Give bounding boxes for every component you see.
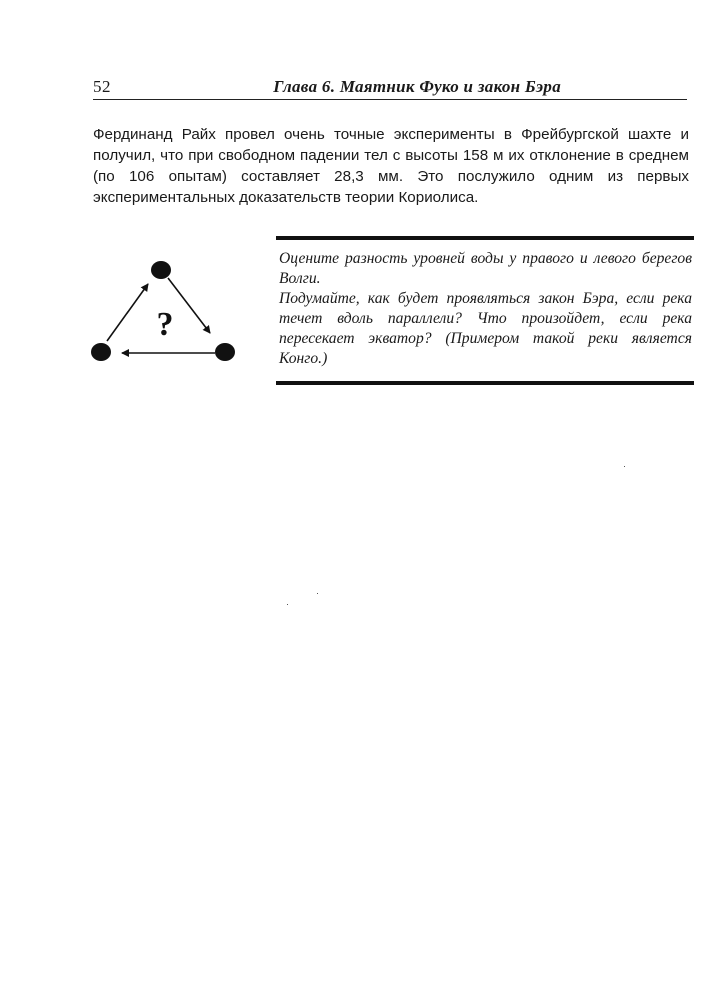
scan-speck bbox=[317, 593, 318, 594]
question-box bbox=[276, 236, 694, 385]
body-paragraph: Фердинанд Райх провел очень точные эксперименты в Фрейбургской шахте и получил, что при свободном падении тел с высоты 158 м их отклонение в среднем (по 106 опытам) составляет 28,3 мм. Это послужило одним из первых экспериментальных доказательств теории Кориолиса. bbox=[93, 126, 689, 206]
arrow-top-to-right bbox=[168, 278, 210, 333]
question-mark: ? bbox=[156, 306, 174, 343]
arrow-left-to-top bbox=[107, 284, 148, 341]
page-number: 52 bbox=[93, 77, 111, 96]
node-top bbox=[151, 261, 171, 279]
question-box-text bbox=[279, 249, 692, 369]
triangle-diagram bbox=[85, 250, 245, 370]
node-right bbox=[215, 343, 235, 361]
running-title: Глава 6. Маятник Фуко и закон Бэра bbox=[273, 77, 561, 96]
scan-speck bbox=[624, 466, 625, 467]
question-baer-law: Подумайте, как будет проявляться закон Бэра, если река течет вдоль параллели? Что произойдет, если река пересекает экватор? (Примером такой реки является Конго.) bbox=[279, 290, 692, 367]
scan-speck bbox=[287, 604, 288, 605]
triangle-figure bbox=[85, 250, 245, 370]
node-left bbox=[91, 343, 111, 361]
question-volga: Оцените разность уровней воды у правого и левого берегов Волги. bbox=[279, 250, 692, 287]
page-header bbox=[93, 77, 687, 100]
